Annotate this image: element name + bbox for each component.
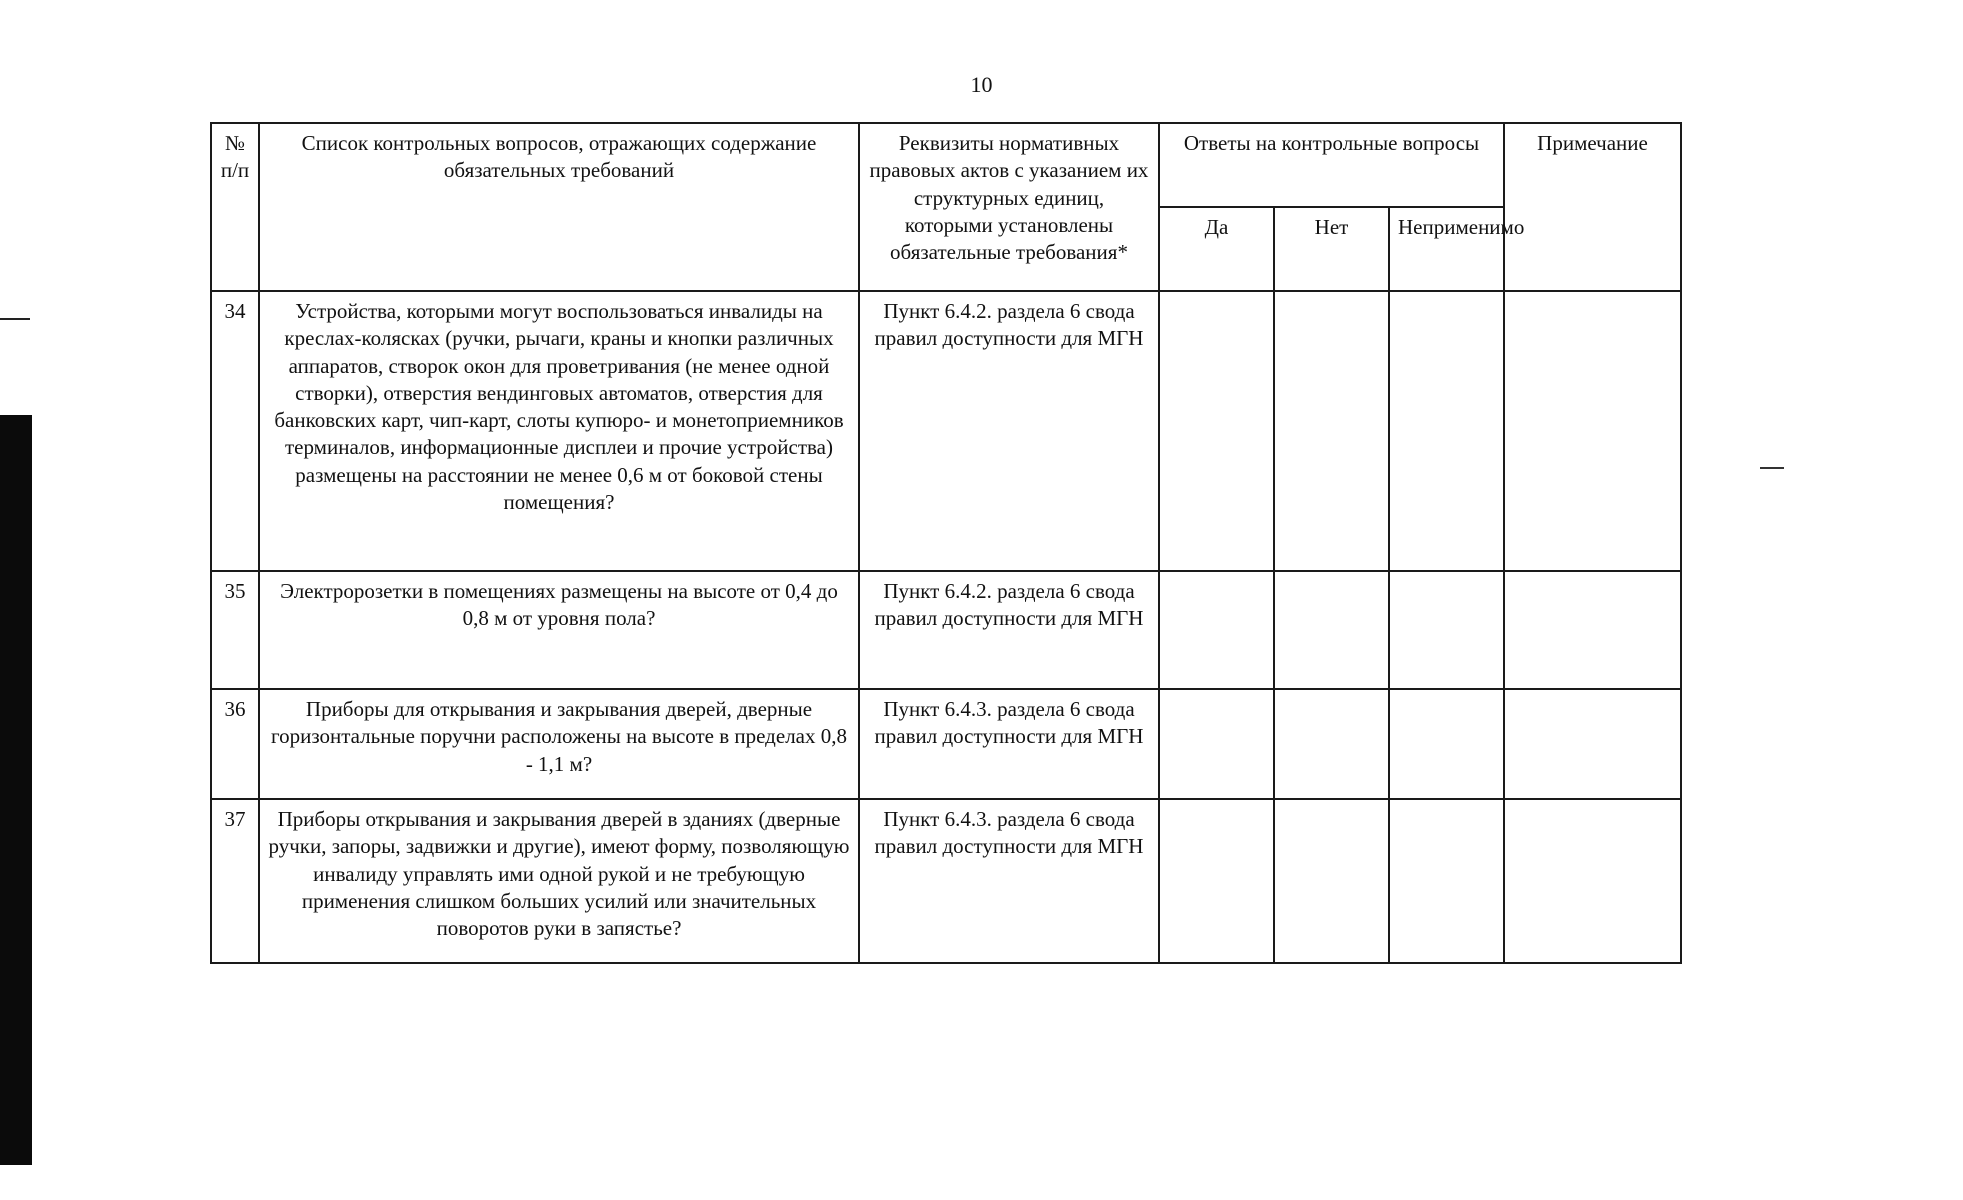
header-question: Список контрольных вопросов, отражающих содержание обязательных требований — [259, 123, 859, 291]
header-note: Примечание — [1504, 123, 1681, 291]
header-na: Неприменимо — [1389, 207, 1504, 291]
header-requisites: Реквизиты нормативных правовых актов с указанием их структурных единиц, которыми установлены обязательные требования* — [859, 123, 1159, 291]
row-requisites: Пункт 6.4.2. раздела 6 свода правил доступности для МГН — [859, 291, 1159, 571]
header-yes: Да — [1159, 207, 1274, 291]
header-answers: Ответы на контрольные вопросы — [1159, 123, 1504, 207]
row-requisites: Пункт 6.4.2. раздела 6 свода правил доступности для МГН — [859, 571, 1159, 689]
row-num: 37 — [211, 799, 259, 963]
row-requisites: Пункт 6.4.3. раздела 6 свода правил доступности для МГН — [859, 799, 1159, 963]
row-num: 35 — [211, 571, 259, 689]
answer-no-cell[interactable] — [1274, 689, 1389, 799]
scan-artifact-top — [0, 318, 30, 320]
answer-yes-cell[interactable] — [1159, 571, 1274, 689]
header-num: № п/п — [211, 123, 259, 291]
note-cell[interactable] — [1504, 571, 1681, 689]
row-question: Электророзетки в помещениях размещены на высоте от 0,4 до 0,8 м от уровня пола? — [259, 571, 859, 689]
answer-na-cell[interactable] — [1389, 799, 1504, 963]
table-row — [211, 689, 1681, 799]
answer-no-cell[interactable] — [1274, 799, 1389, 963]
row-question: Приборы для открывания и закрывания дверей, дверные горизонтальные поручни расположены на высоте в пределах 0,8 - 1,1 м? — [259, 689, 859, 799]
note-cell[interactable] — [1504, 689, 1681, 799]
header-no: Нет — [1274, 207, 1389, 291]
table-row — [211, 799, 1681, 963]
answer-na-cell[interactable] — [1389, 571, 1504, 689]
table-row — [211, 571, 1681, 689]
table-row — [211, 291, 1681, 571]
note-cell[interactable] — [1504, 799, 1681, 963]
answer-na-cell[interactable] — [1389, 689, 1504, 799]
answer-na-cell[interactable] — [1389, 291, 1504, 571]
row-question: Устройства, которыми могут воспользоваться инвалиды на креслах-колясках (ручки, рычаги, краны и кнопки различных аппаратов, створок окон для проветривания (не менее одной створки), отверстия вендинговых автоматов, отверстия для банковских карт, чип-карт, слоты купюро- и монетоприемников терминалов, информационные дисплеи и прочие устройства) размещены на расстоянии не менее 0,6 м от боковой стены помещения? — [259, 291, 859, 571]
row-requisites: Пункт 6.4.3. раздела 6 свода правил доступности для МГН — [859, 689, 1159, 799]
row-question: Приборы открывания и закрывания дверей в зданиях (дверные ручки, запоры, задвижки и другие), имеют форму, позволяющую инвалиду управлять ими одной рукой и не требующую применения слишком больших усилий или значительных поворотов руки в запястье? — [259, 799, 859, 963]
checklist-table — [210, 122, 1682, 964]
margin-mark — [1760, 467, 1784, 469]
scan-edge-shadow — [0, 415, 32, 1165]
note-cell[interactable] — [1504, 291, 1681, 571]
answer-no-cell[interactable] — [1274, 291, 1389, 571]
answer-yes-cell[interactable] — [1159, 291, 1274, 571]
row-num: 36 — [211, 689, 259, 799]
page-number: 10 — [970, 72, 993, 97]
row-num: 34 — [211, 291, 259, 571]
answer-yes-cell[interactable] — [1159, 689, 1274, 799]
answer-yes-cell[interactable] — [1159, 799, 1274, 963]
answer-no-cell[interactable] — [1274, 571, 1389, 689]
table-header — [211, 123, 1681, 291]
